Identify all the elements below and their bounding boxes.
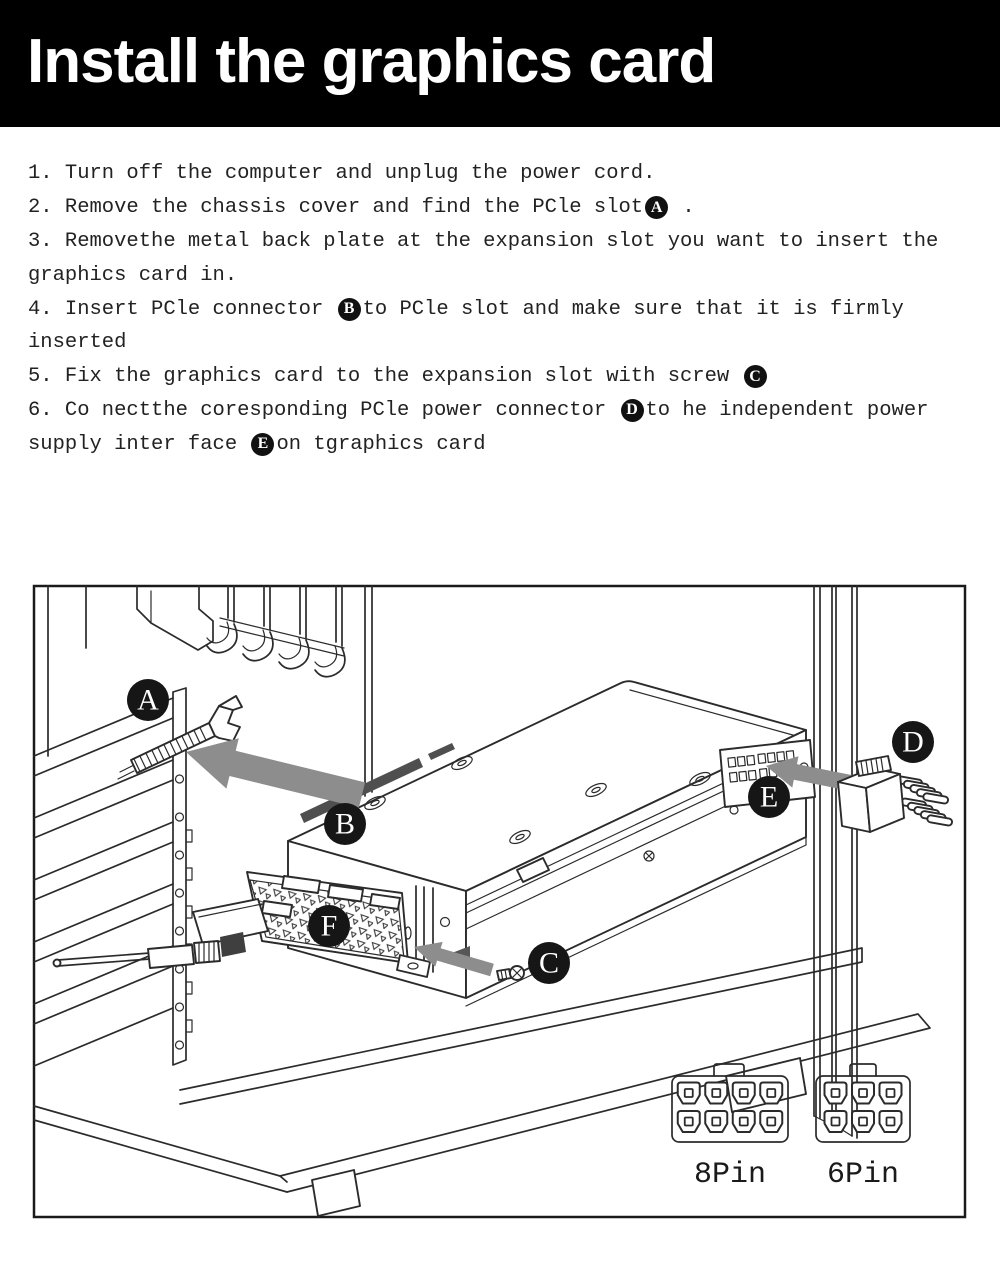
- instruction-text: 3. Removethe metal back plate at the expansion slot you want to insert the: [28, 229, 939, 253]
- installation-diagram: [0, 560, 1000, 1264]
- instruction-text: graphics card in.: [28, 263, 238, 287]
- instruction-line: [28, 191, 978, 225]
- callout-letter-c: C: [538, 946, 560, 980]
- pin-cup: [760, 1111, 782, 1132]
- instruction-line: [28, 292, 978, 326]
- instruction-text: to PCle slot and make sure that it is firmly: [362, 297, 904, 321]
- instruction-list: [28, 157, 978, 461]
- diagram-svg: [0, 560, 1000, 1264]
- pin-cup: [678, 1083, 700, 1104]
- step-marker-b: B: [338, 298, 361, 321]
- instruction-text: 4. Insert PCle connector: [28, 297, 336, 321]
- pin-cup: [760, 1083, 782, 1104]
- label-8pin: 8Pin: [693, 1158, 767, 1192]
- pin-cup: [733, 1111, 755, 1132]
- instruction-line: [28, 225, 978, 259]
- instruction-text: 6. Co nectthe coresponding PCle power connector: [28, 398, 619, 422]
- pin-cup: [852, 1083, 874, 1104]
- callout-letter-a: A: [137, 683, 159, 717]
- instruction-text: to he independent power: [645, 398, 929, 422]
- step-marker-e: E: [251, 433, 274, 456]
- callout-letter-e: E: [759, 780, 779, 814]
- display-port: [262, 901, 292, 917]
- instruction-text: 5. Fix the graphics card to the expansion slot with screw: [28, 365, 742, 389]
- page-title: Install the graphics card: [27, 27, 716, 96]
- instruction-line: [28, 157, 978, 191]
- callout-letter-b: B: [334, 807, 356, 841]
- instruction-text: supply inter face: [28, 432, 250, 456]
- callout-letter-d: D: [902, 725, 924, 759]
- instruction-text: on tgraphics card: [276, 432, 486, 456]
- instruction-text: inserted: [28, 331, 127, 355]
- instruction-text: 1. Turn off the computer and unplug the power cord.: [28, 162, 656, 186]
- instruction-line: [28, 360, 978, 394]
- instruction-text: .: [670, 196, 695, 220]
- instruction-line: [28, 258, 978, 292]
- step-marker-d: D: [621, 399, 644, 422]
- pin-cup: [880, 1111, 902, 1132]
- pin-cup: [705, 1083, 727, 1104]
- pin-cup: [825, 1083, 847, 1104]
- pin-cup: [880, 1083, 902, 1104]
- pin-cup: [733, 1083, 755, 1104]
- pin-cup: [825, 1111, 847, 1132]
- instruction-text: 2. Remove the chassis cover and find the PCle slot: [28, 196, 644, 220]
- connector-6pin: [816, 1064, 910, 1192]
- title-banner: [0, 0, 1000, 127]
- pin-cup: [705, 1111, 727, 1132]
- instruction-line: [28, 394, 978, 428]
- label-6pin: 6Pin: [826, 1158, 900, 1192]
- callout-letter-f: F: [320, 909, 338, 943]
- step-marker-c: C: [744, 365, 767, 388]
- instruction-line: [28, 427, 978, 461]
- pin-cup: [852, 1111, 874, 1132]
- instruction-line: [28, 326, 978, 360]
- step-marker-a: A: [645, 196, 668, 219]
- pin-cup: [678, 1111, 700, 1132]
